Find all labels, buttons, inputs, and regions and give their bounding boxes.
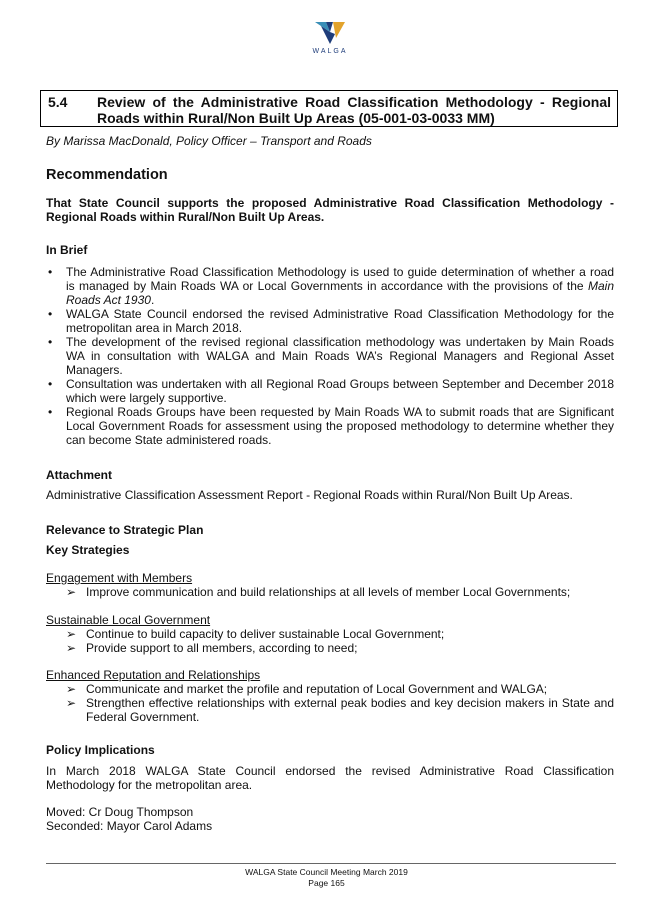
footer-page-number: Page 165 <box>308 878 345 888</box>
strategy-item: ➢ Strengthen effective relationships with external peak bodies and key decision makers in State and Federal Government. <box>66 696 614 724</box>
strategy-item: ➢ Communicate and market the profile and reputation of Local Government and WALGA; <box>66 682 548 696</box>
walga-logo <box>310 22 350 55</box>
strategy-group-title: Enhanced Reputation and Relationships <box>46 668 261 682</box>
policy-text: In March 2018 WALGA State Council endorsed the revised Administrative Road Classification Methodology for the metropolitan area. <box>46 764 614 792</box>
strategic-heading: Relevance to Strategic Plan <box>46 523 204 537</box>
strategy-item: ➢ Continue to build capacity to deliver sustainable Local Government; <box>66 627 445 641</box>
walga-logo-icon <box>315 22 345 44</box>
strategy-item: ➢ Improve communication and build relationships at all levels of member Local Governments; <box>66 585 571 599</box>
in-brief-heading: In Brief <box>46 243 88 257</box>
recommendation-heading: Recommendation <box>46 167 168 183</box>
seconded-by: Seconded: Mayor Carol Adams <box>46 819 213 833</box>
section-title: Review of the Administrative Road Classification Methodology - Regional Roads within Rural/Non Built Up Areas (05-001-03-0033 MM) <box>97 94 611 126</box>
strategy-group-title: Engagement with Members <box>46 571 193 585</box>
moved-by: Moved: Cr Doug Thompson <box>46 805 194 819</box>
footer-divider <box>46 863 616 864</box>
strategy-group-title: Sustainable Local Government <box>46 613 211 627</box>
in-brief-item: • Consultation was undertaken with all Regional Road Groups between September and December 2018 which were largely supportive. <box>46 377 614 405</box>
in-brief-list <box>46 265 614 447</box>
arrow-bullet-icon: ➢ <box>66 641 77 655</box>
strategy-list <box>46 682 614 724</box>
logo-text: WALGA <box>312 48 348 55</box>
in-brief-item: • Regional Roads Groups have been requested by Main Roads WA to submit roads that are Significant Local Government Roads for assessment using the proposed methodology to determine whether they can become State administered roads. <box>46 405 614 447</box>
author-line: By Marissa MacDonald, Policy Officer – Transport and Roads <box>46 134 372 148</box>
in-brief-item: • The development of the revised regional classification methodology was undertaken by Main Roads WA in consultation with WALGA and Main Roads WA’s Regional Managers and Regional Asset Managers. <box>46 335 614 377</box>
policy-heading: Policy Implications <box>46 743 155 757</box>
section-number: 5.4 <box>48 94 68 110</box>
arrow-bullet-icon: ➢ <box>66 682 77 696</box>
key-strategies-heading: Key Strategies <box>46 543 130 557</box>
attachment-heading: Attachment <box>46 468 113 482</box>
recommendation-text: That State Council supports the proposed Administrative Road Classification Methodology - Regional Roads within Rural/Non Built Up Areas. <box>46 196 614 224</box>
strategy-list <box>46 585 614 599</box>
section-title-box <box>40 90 618 127</box>
strategy-item: ➢ Provide support to all members, according to need; <box>66 641 358 655</box>
attachment-text: Administrative Classification Assessment Report - Regional Roads within Rural/Non Built Up Areas. <box>46 488 573 502</box>
strategy-list <box>46 627 614 655</box>
in-brief-item: • The Administrative Road Classification Methodology is used to guide determination of whether a road is managed by Main Roads WA or Local Governments in accordance with the provisions of the Main Roads Act 1930. <box>46 265 614 307</box>
footer-meeting: WALGA State Council Meeting March 2019 <box>245 867 408 877</box>
arrow-bullet-icon: ➢ <box>66 585 77 599</box>
in-brief-item: • WALGA State Council endorsed the revised Administrative Road Classification Methodology for the metropolitan area in March 2018. <box>46 307 614 335</box>
arrow-bullet-icon: ➢ <box>66 696 77 710</box>
act-name: Main Roads Act 1930 <box>66 279 614 307</box>
arrow-bullet-icon: ➢ <box>66 627 77 641</box>
